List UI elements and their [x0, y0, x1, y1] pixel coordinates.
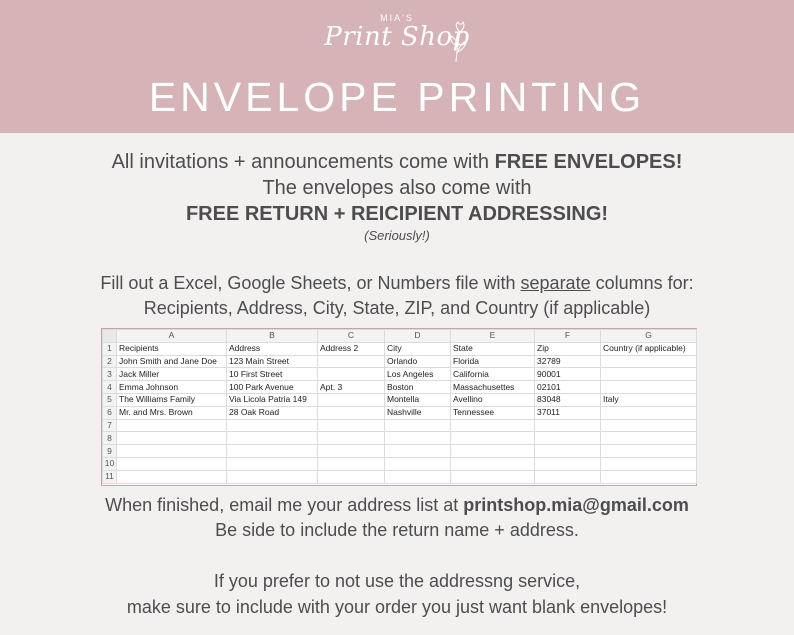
footer-line-3: If you prefer to not use the addressng service,	[213, 571, 581, 591]
email-address: printshop.mia@gmail.com	[463, 495, 689, 515]
table-cell	[601, 457, 697, 470]
table-cell	[117, 457, 227, 470]
table-cell	[385, 419, 451, 432]
table-cell: 90001	[535, 368, 601, 381]
table-cell	[601, 470, 697, 483]
table-cell	[117, 419, 227, 432]
column-header-row	[103, 330, 697, 343]
spreadsheet-example	[101, 328, 697, 486]
table-cell	[318, 355, 385, 368]
table-cell	[451, 419, 535, 432]
row-number: 9	[103, 445, 117, 458]
table-cell	[318, 368, 385, 381]
table-row	[103, 393, 697, 406]
table-cell: John Smith and Jane Doe	[117, 355, 227, 368]
corner-cell	[103, 330, 117, 343]
table-cell	[451, 432, 535, 445]
table-cell: Emma Johnson	[117, 381, 227, 394]
footer-line-1	[0, 495, 794, 516]
row-number: 3	[103, 368, 117, 381]
table-cell	[318, 419, 385, 432]
table-cell: 37011	[535, 406, 601, 419]
table-cell	[385, 445, 451, 458]
row-number: 11	[103, 470, 117, 483]
table-row	[103, 406, 697, 419]
column-header: A	[117, 330, 227, 343]
table-cell: 28 Oak Road	[227, 406, 318, 419]
row-number: 7	[103, 419, 117, 432]
table-cell: 123 Main Street	[227, 355, 318, 368]
separate-text: separate	[520, 273, 591, 293]
table-cell: Tennessee	[451, 406, 535, 419]
table-cell	[535, 470, 601, 483]
row-number: 1	[103, 342, 117, 355]
column-header: C	[318, 330, 385, 343]
table-cell	[318, 445, 385, 458]
table-row	[103, 368, 697, 381]
table-row	[103, 470, 697, 483]
table-cell	[318, 470, 385, 483]
brand-small-text: MIA'S	[380, 13, 414, 23]
intro-line-3: FREE RETURN + REICIPIENT ADDRESSING!	[185, 203, 609, 225]
table-cell	[227, 470, 318, 483]
table-cell: Address	[227, 342, 318, 355]
table-cell: Via Licola Patria 149	[227, 393, 318, 406]
table-cell	[385, 432, 451, 445]
table-cell	[451, 445, 535, 458]
table-cell: Mr. and Mrs. Brown	[117, 406, 227, 419]
table-cell	[601, 406, 697, 419]
table-cell: Nashville	[385, 406, 451, 419]
free-envelopes-text: FREE ENVELOPES!	[494, 151, 683, 173]
instructions-line-1	[0, 273, 794, 294]
table-row	[103, 381, 697, 394]
table-cell: Address 2	[318, 342, 385, 355]
column-header: G	[601, 330, 697, 343]
footer-line-2: Be side to include the return name + address.	[215, 520, 579, 540]
table-cell	[227, 419, 318, 432]
table-cell: 83048	[535, 393, 601, 406]
row-number: 8	[103, 432, 117, 445]
table-cell: The Williams Family	[117, 393, 227, 406]
table-cell: Country (if applicable)	[601, 342, 697, 355]
table-cell	[227, 457, 318, 470]
table-cell	[601, 419, 697, 432]
table-cell: City	[385, 342, 451, 355]
row-number: 6	[103, 406, 117, 419]
column-header: F	[535, 330, 601, 343]
table-cell	[451, 470, 535, 483]
table-cell: 10 First Street	[227, 368, 318, 381]
table-cell	[117, 470, 227, 483]
table-cell	[117, 445, 227, 458]
intro-line-1	[0, 151, 794, 174]
table-cell: Florida	[451, 355, 535, 368]
footer-text: When finished, email me your address list at	[105, 495, 464, 515]
intro-line-2: The envelopes also come with	[262, 177, 532, 199]
table-cell	[227, 445, 318, 458]
row-number: 5	[103, 393, 117, 406]
table-cell	[601, 368, 697, 381]
table-row	[103, 342, 697, 355]
table-cell: Apt. 3	[318, 381, 385, 394]
table-cell	[318, 406, 385, 419]
table-row	[103, 419, 697, 432]
table-cell: Massachusettes	[451, 381, 535, 394]
table-cell	[535, 419, 601, 432]
row-number: 10	[103, 457, 117, 470]
table-row	[103, 432, 697, 445]
table-cell	[385, 470, 451, 483]
table-cell: Jack Miller	[117, 368, 227, 381]
row-number: 2	[103, 355, 117, 368]
table-cell	[535, 432, 601, 445]
table-cell: State	[451, 342, 535, 355]
intro-line-1-text: All invitations + announcements come with	[111, 151, 495, 173]
brand-logo-text: Print Shop	[324, 22, 470, 52]
footer-line-4: make sure to include with your order you just want blank envelopes!	[126, 597, 668, 617]
row-number: 4	[103, 381, 117, 394]
instructions-text-post: columns for:	[590, 273, 694, 293]
table-cell: Italy	[601, 393, 697, 406]
page-title: ENVELOPE PRINTING	[148, 74, 646, 120]
flower-icon	[446, 20, 470, 64]
table-row	[103, 355, 697, 368]
instructions-line-2: Recipients, Address, City, State, ZIP, and Country (if applicable)	[143, 298, 651, 318]
column-header: E	[451, 330, 535, 343]
table-cell	[601, 432, 697, 445]
table-cell: Recipients	[117, 342, 227, 355]
table-cell: 02101	[535, 381, 601, 394]
table-cell	[601, 381, 697, 394]
table-cell	[535, 445, 601, 458]
table-cell: Boston	[385, 381, 451, 394]
intro-line-4: (Seriously!)	[364, 228, 430, 243]
table-cell	[318, 432, 385, 445]
table-cell: Zip	[535, 342, 601, 355]
table-cell: Orlando	[385, 355, 451, 368]
table-cell	[601, 445, 697, 458]
spreadsheet-table	[102, 329, 697, 484]
table-cell: California	[451, 368, 535, 381]
table-cell: Los Angeles	[385, 368, 451, 381]
header-banner	[0, 0, 794, 133]
table-cell	[318, 393, 385, 406]
table-cell: 32789	[535, 355, 601, 368]
table-cell	[451, 457, 535, 470]
instructions-text-pre: Fill out a Excel, Google Sheets, or Numbers file with	[100, 273, 521, 293]
table-cell: Avellino	[451, 393, 535, 406]
column-header: B	[227, 330, 318, 343]
table-cell: Montella	[385, 393, 451, 406]
table-cell	[535, 457, 601, 470]
table-cell	[117, 432, 227, 445]
table-row	[103, 457, 697, 470]
table-cell: 100 Park Avenue	[227, 381, 318, 394]
table-row	[103, 445, 697, 458]
table-cell	[601, 355, 697, 368]
table-cell	[227, 432, 318, 445]
table-cell	[318, 457, 385, 470]
column-header: D	[385, 330, 451, 343]
table-cell	[385, 457, 451, 470]
